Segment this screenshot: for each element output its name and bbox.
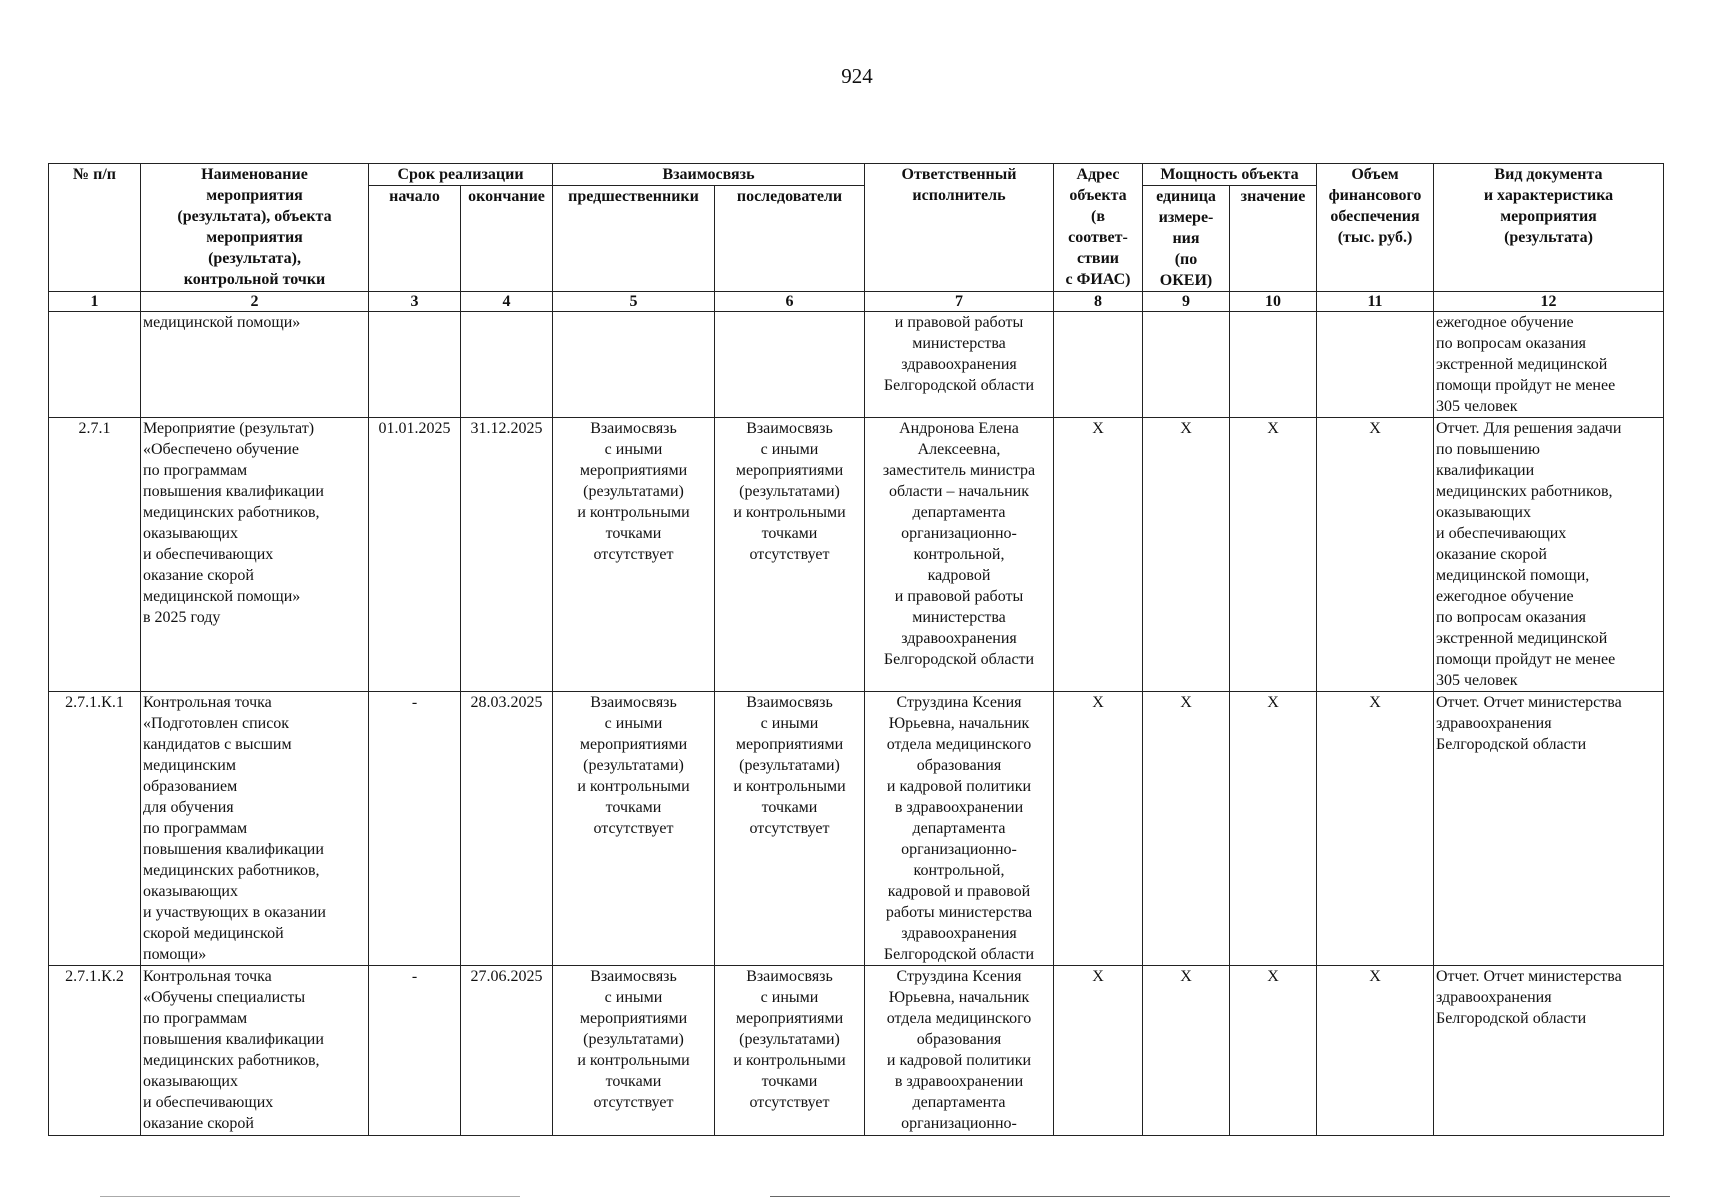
cell-successors: Взаимосвязь с иными мероприятиями (результатами) и контрольными точками отсутствует [715,966,865,1136]
cell-responsible: Андронова Елена Алексеевна, заместитель министра области – начальник департамента организационно- контрольной, кадровой и правовой работы министерства здравоохранения Белгородской области [865,418,1054,692]
column-number-row [49,292,1664,312]
cell-end: 31.12.2025 [461,418,553,692]
cell-address [1054,312,1143,418]
column-number: 8 [1054,292,1143,312]
cell-address: X [1054,692,1143,966]
column-number: 1 [49,292,141,312]
cell-num: 2.7.1 [49,418,141,692]
header-power: Мощность объекта [1143,164,1317,186]
header-num: № п/п [49,164,141,292]
cell-document: Отчет. Отчет министерства здравоохранения Белгородской области [1434,692,1664,966]
cell-unit [1143,312,1230,418]
cell-predecessors [553,312,715,418]
header-name: Наименование мероприятия (результата), объекта мероприятия (результата), контрольной точки [141,164,369,292]
header-document: Вид документа и характеристика мероприятия (результата) [1434,164,1664,292]
cell-end: 27.06.2025 [461,966,553,1136]
column-number: 6 [715,292,865,312]
header-value: значение [1230,186,1317,292]
column-number: 12 [1434,292,1664,312]
cell-value: X [1230,966,1317,1136]
cell-document: Отчет. Для решения задачи по повышению квалификации медицинских работников, оказывающих и обеспечивающих оказание скорой медицинской помощи, ежегодное обучение по вопросам оказания экстренной медицинской помощи пройдут не менее 305 человек [1434,418,1664,692]
cell-num: 2.7.1.К.1 [49,692,141,966]
header-unit: единица измере- ния (по ОКЕИ) [1143,186,1230,292]
cell-end: 28.03.2025 [461,692,553,966]
cell-responsible: и правовой работы министерства здравоохранения Белгородской области [865,312,1054,418]
header-start: начало [369,186,461,292]
plan-table [48,163,1664,1136]
header-successors: последователи [715,186,865,292]
cell-predecessors: Взаимосвязь с иными мероприятиями (результатами) и контрольными точками отсутствует [553,966,715,1136]
cell-address: X [1054,418,1143,692]
cell-predecessors: Взаимосвязь с иными мероприятиями (результатами) и контрольными точками отсутствует [553,418,715,692]
cell-unit: X [1143,966,1230,1136]
cell-financing [1317,312,1434,418]
cell-value: X [1230,692,1317,966]
column-number: 2 [141,292,369,312]
cell-responsible: Струздина Ксения Юрьевна, начальник отдела медицинского образования и кадровой политики в здравоохранении департамента организационно- [865,966,1054,1136]
cell-successors: Взаимосвязь с иными мероприятиями (результатами) и контрольными точками отсутствует [715,418,865,692]
cell-address: X [1054,966,1143,1136]
cell-start: - [369,966,461,1136]
header-period: Срок реализации [369,164,553,186]
cell-unit: X [1143,692,1230,966]
cell-successors [715,312,865,418]
cell-start: - [369,692,461,966]
column-number: 3 [369,292,461,312]
cell-end [461,312,553,418]
cell-financing: X [1317,692,1434,966]
scan-edge-line [100,1196,520,1197]
header-financing: Объем финансового обеспечения (тыс. руб.) [1317,164,1434,292]
header-address: Адрес объекта (в соответ- ствии с ФИАС) [1054,164,1143,292]
table-row [49,692,1664,966]
column-number: 11 [1317,292,1434,312]
cell-name: Контрольная точка «Обучены специалисты по программам повышения квалификации медицинских работников, оказывающих и обеспечивающих оказание скорой [141,966,369,1136]
cell-start: 01.01.2025 [369,418,461,692]
cell-num: 2.7.1.К.2 [49,966,141,1136]
header-end: окончание [461,186,553,292]
cell-value: X [1230,418,1317,692]
header-link: Взаимосвязь [553,164,865,186]
cell-successors: Взаимосвязь с иными мероприятиями (результатами) и контрольными точками отсутствует [715,692,865,966]
cell-value [1230,312,1317,418]
cell-predecessors: Взаимосвязь с иными мероприятиями (результатами) и контрольными точками отсутствует [553,692,715,966]
cell-financing: X [1317,966,1434,1136]
table-row [49,312,1664,418]
cell-name: медицинской помощи» [141,312,369,418]
cell-document: ежегодное обучение по вопросам оказания экстренной медицинской помощи пройдут не менее 305 человек [1434,312,1664,418]
scan-edge-line [770,1196,1670,1197]
header-row-1 [49,164,1664,186]
cell-document: Отчет. Отчет министерства здравоохранения Белгородской области [1434,966,1664,1136]
cell-name: Контрольная точка «Подготовлен список кандидатов с высшим медицинским образованием для обучения по программам повышения квалификации медицинских работников, оказывающих и участвующих в оказании скорой медицинской помощи» [141,692,369,966]
column-number: 5 [553,292,715,312]
table-row [49,966,1664,1136]
cell-name: Мероприятие (результат) «Обеспечено обучение по программам повышения квалификации медицинских работников, оказывающих и обеспечивающих оказание скорой медицинской помощи» в 2025 году [141,418,369,692]
cell-unit: X [1143,418,1230,692]
header-responsible: Ответственный исполнитель [865,164,1054,292]
column-number: 10 [1230,292,1317,312]
cell-responsible: Струздина Ксения Юрьевна, начальник отдела медицинского образования и кадровой политики в здравоохранении департамента организационно- контрольной, кадровой и правовой работы министерства здравоохранения Белгородской области [865,692,1054,966]
table-row [49,418,1664,692]
page-number: 924 [841,64,873,88]
column-number: 4 [461,292,553,312]
cell-financing: X [1317,418,1434,692]
column-number: 7 [865,292,1054,312]
cell-start [369,312,461,418]
header-predecessors: предшественники [553,186,715,292]
column-number: 9 [1143,292,1230,312]
cell-num [49,312,141,418]
